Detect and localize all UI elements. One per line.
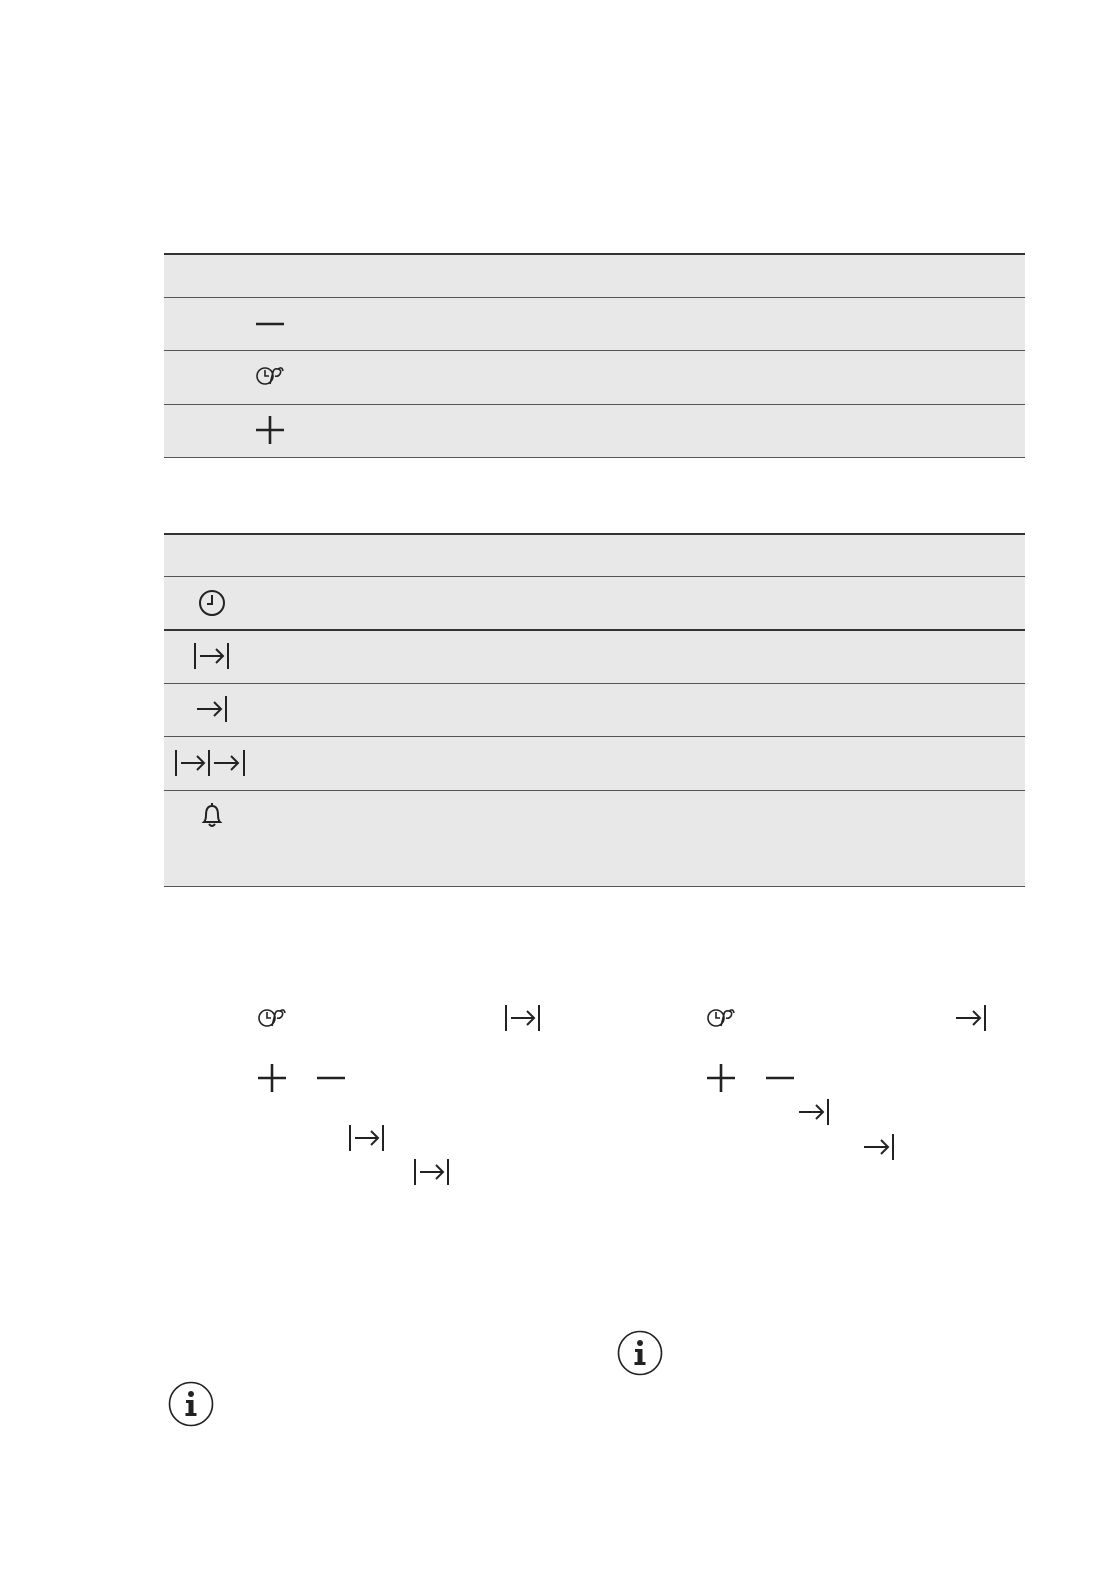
end-time-icon — [954, 1003, 988, 1033]
plus-icon — [707, 1064, 735, 1092]
plus-icon — [258, 1064, 286, 1092]
table-bottom-rule — [164, 457, 1025, 458]
table-row-end-time — [164, 684, 1025, 736]
clock-icon — [198, 589, 226, 617]
duration-icon — [193, 641, 231, 671]
table-row-duration-end-time — [164, 737, 1025, 790]
clock-function-icon — [256, 364, 284, 388]
table-header-row — [164, 255, 1025, 298]
clock-functions-table — [164, 533, 1025, 887]
table-row-duration — [164, 631, 1025, 683]
clock-function-icon — [707, 1006, 735, 1030]
info-icon — [168, 1381, 214, 1427]
table-row-minus — [164, 298, 1025, 350]
info-icon — [617, 1330, 663, 1376]
end-time-icon — [862, 1132, 896, 1162]
duration-icon — [504, 1003, 542, 1033]
duration-icon — [348, 1123, 386, 1153]
clock-function-icon — [258, 1006, 286, 1030]
duration-icon — [413, 1157, 451, 1187]
minus-icon — [766, 1076, 794, 1080]
end-time-icon — [797, 1097, 831, 1127]
table-header-row — [164, 535, 1025, 577]
buttons-table — [164, 253, 1025, 458]
table-row-clock-function — [164, 351, 1025, 404]
table-row-clock — [164, 577, 1025, 630]
minus-icon — [256, 322, 284, 326]
bell-icon — [200, 801, 224, 829]
table-bottom-rule — [164, 886, 1025, 887]
minus-icon — [317, 1076, 345, 1080]
table-row-plus — [164, 405, 1025, 457]
end-time-icon — [195, 694, 229, 724]
duration-end-time-icon — [174, 748, 250, 778]
table-row-bell — [164, 791, 1025, 886]
plus-icon — [256, 416, 284, 444]
